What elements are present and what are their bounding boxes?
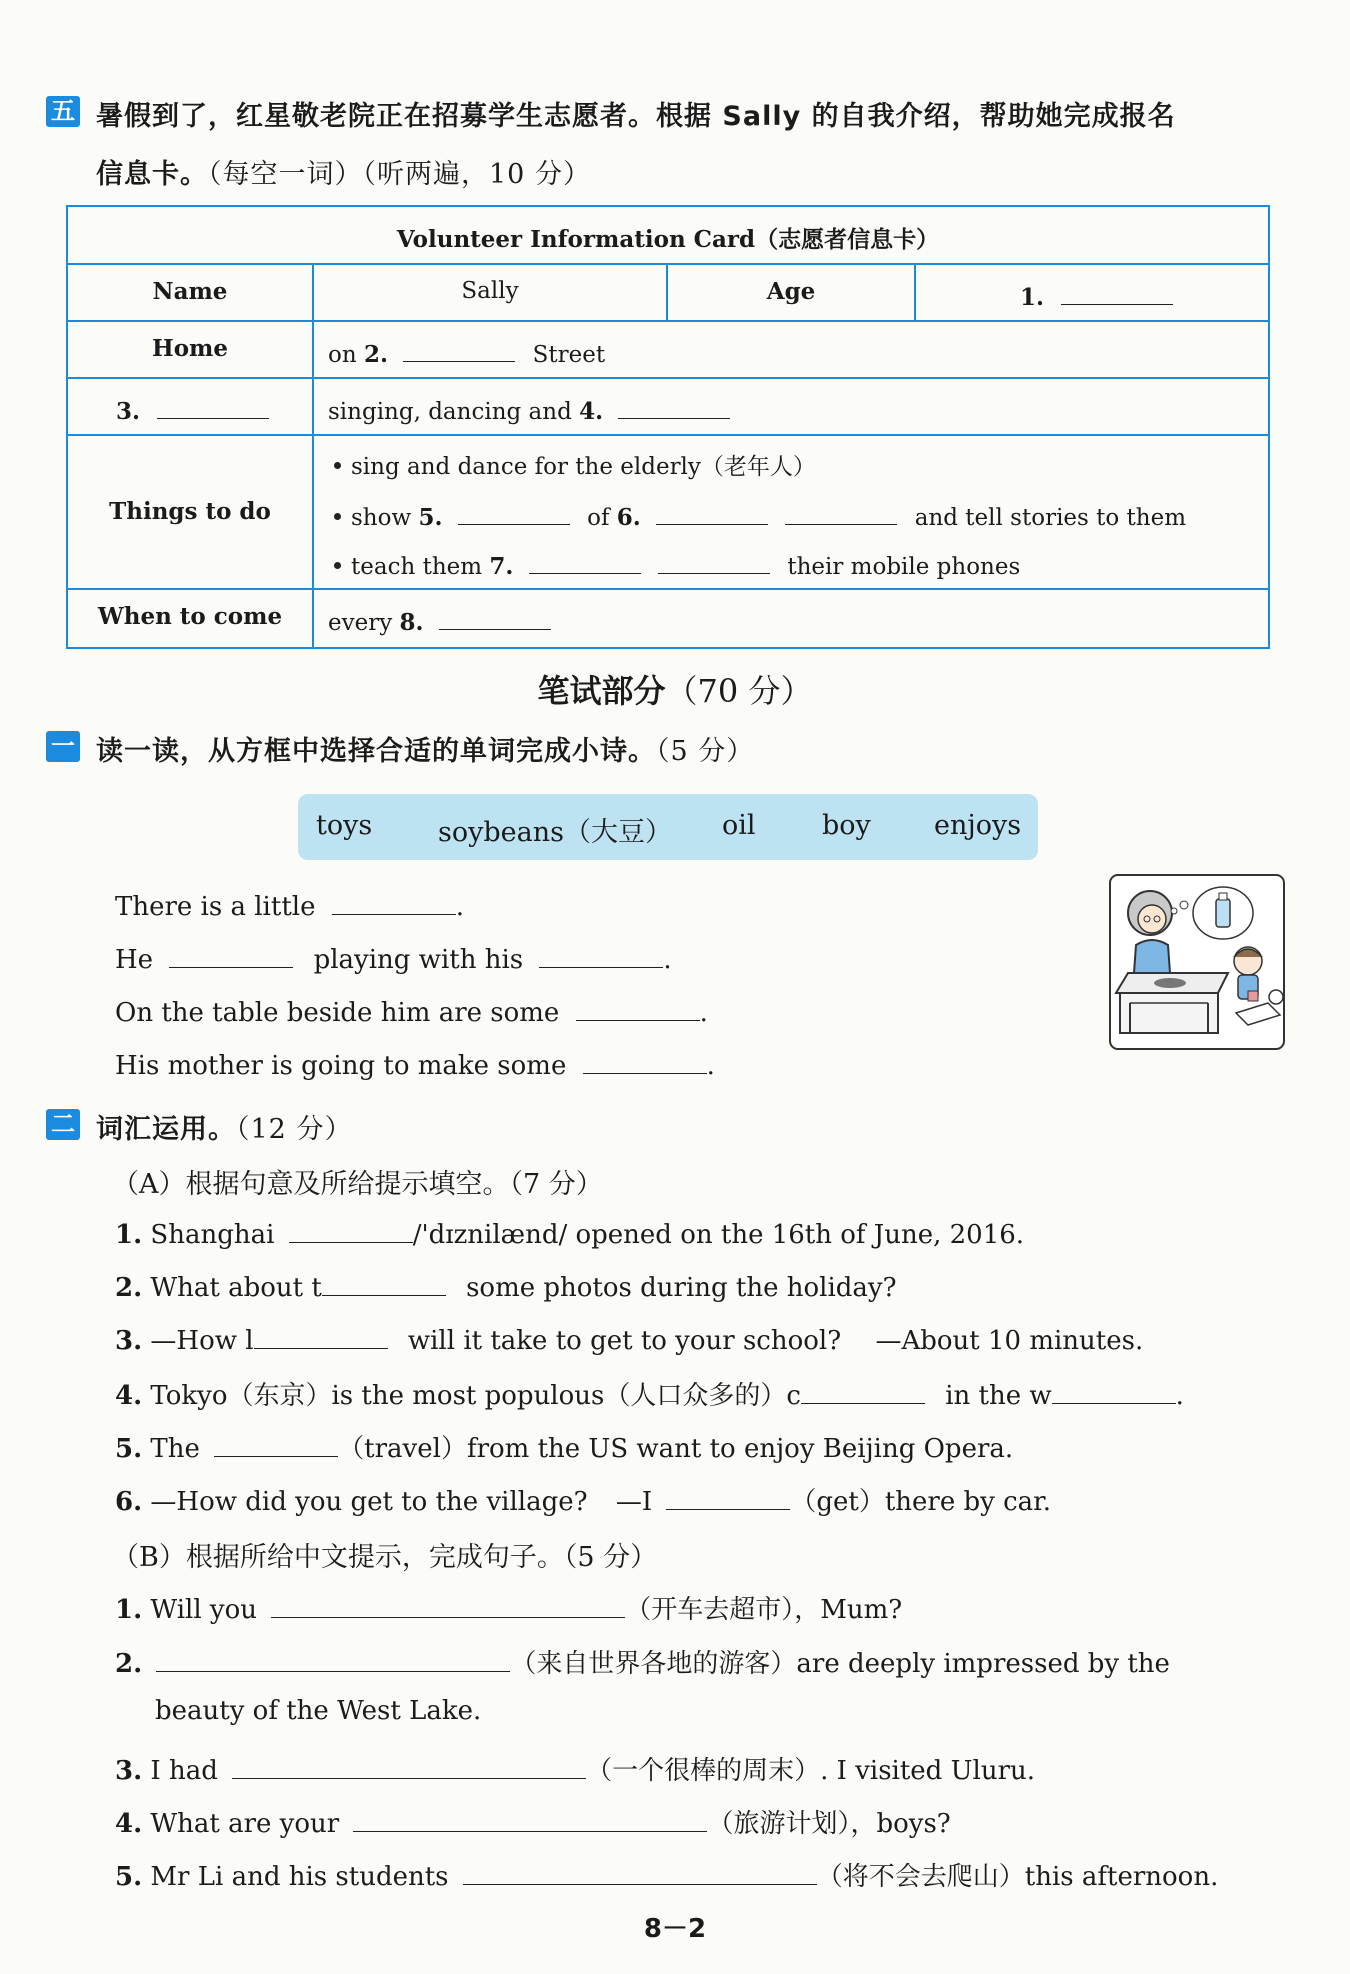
section-1-points: （5 分） (656, 736, 755, 767)
question-number: 3. (115, 1326, 143, 1356)
name-value: Sally (461, 278, 519, 304)
question-number: 1. (115, 1595, 143, 1625)
question-number: 2. (115, 1273, 143, 1303)
question-text: （get）there by car. (790, 1487, 1051, 1517)
section-2-heading-text: 词汇运用。 (96, 1114, 236, 1145)
age-field (1020, 278, 1173, 311)
blank-1[interactable] (1061, 278, 1173, 305)
thing-2-mid: of (587, 505, 610, 531)
poem-line-3 (115, 994, 708, 1028)
section-5-heading-text: 信息卡。 (96, 159, 208, 190)
answer-blank[interactable] (463, 1858, 817, 1885)
written-points: （70 分） (665, 672, 813, 710)
question-a5 (115, 1428, 1013, 1465)
section-5-heading-line1: 暑假到了，红星敬老院正在招募学生志愿者。根据 Sally 的自我介绍，帮助她完成报名 (96, 101, 1176, 132)
thing-1-text: sing and dance for the elderly（老年人） (351, 454, 816, 480)
blank-6b[interactable] (785, 498, 897, 525)
blank-7a[interactable] (529, 547, 641, 574)
row-3-field (328, 392, 730, 425)
blank-2[interactable] (403, 335, 515, 362)
question-text: —How did you get to the village? (150, 1487, 588, 1517)
poem-line-4 (115, 1047, 715, 1081)
thing-1 (334, 448, 816, 481)
word-option: soybeans（大豆） (438, 817, 672, 848)
question-number: 4. (115, 1809, 143, 1839)
poem-text: There is a little (115, 892, 316, 922)
answer-blank[interactable] (289, 1216, 413, 1243)
row-3-pre: singing, dancing and (328, 399, 572, 425)
question-text: （旅游计划），boys? (707, 1809, 951, 1839)
word-option: oil (722, 810, 756, 841)
poem-text: . (455, 892, 465, 922)
blank-1-number: 1. (1020, 284, 1045, 311)
question-a1 (115, 1216, 1024, 1250)
blank-3[interactable] (157, 392, 269, 419)
section-2-points: （12 分） (236, 1114, 353, 1145)
question-number: 4. (115, 1381, 143, 1411)
question-text: What are your (150, 1809, 340, 1839)
blank-8[interactable] (439, 603, 551, 630)
question-a4 (115, 1375, 1184, 1412)
answer-blank[interactable] (322, 1269, 446, 1296)
question-text: in the w (945, 1381, 1052, 1411)
part-a-title: （A）根据句意及所给提示填空。（7 分） (112, 1169, 603, 1200)
bullet-icon (334, 513, 341, 520)
page-number: 8－2 (643, 1914, 707, 1944)
question-number: 5. (115, 1862, 143, 1892)
section-1-heading-text: 读一读，从方框中选择合适的单词完成小诗。 (96, 736, 656, 767)
question-text: will it take to get to your school? (407, 1326, 842, 1356)
word-option: toys (316, 810, 373, 841)
question-text: Mr Li and his students (150, 1862, 449, 1892)
thing-3 (334, 547, 1020, 580)
poem-text: He (115, 945, 154, 975)
question-text: /'dɪznilænd/ opened on the 16th of June, 2016. (412, 1220, 1025, 1250)
poem-blank-1[interactable] (332, 888, 456, 915)
poem-text: . (699, 998, 708, 1028)
question-text: —I (615, 1487, 653, 1517)
question-text: —How l (150, 1326, 254, 1356)
poem-blank-4[interactable] (576, 994, 700, 1021)
answer-blank[interactable] (232, 1752, 586, 1779)
volunteer-info-card (66, 205, 1270, 649)
blank-5[interactable] (458, 498, 570, 525)
poem-line-1 (115, 888, 464, 922)
question-number: 2. (115, 1649, 143, 1679)
blank-4-number: 4. (579, 398, 604, 425)
home-pre: on (328, 342, 357, 368)
question-text: （travel）from the US want to enjoy Beijing Opera. (338, 1434, 1014, 1464)
question-text: The (150, 1434, 200, 1464)
thing-3-post: their mobile phones (787, 554, 1021, 580)
part-b-title: （B）根据所给中文提示，完成句子。（5 分） (112, 1542, 658, 1573)
question-b2-continuation: beauty of the West Lake. (155, 1696, 482, 1726)
thing-2 (334, 498, 1186, 531)
when-label: When to come (97, 603, 283, 630)
poem-text: . (706, 1051, 715, 1081)
question-text: What about t (150, 1273, 322, 1303)
question-text: （来自世界各地的游客）are deeply impressed by the (510, 1649, 1170, 1679)
answer-blank[interactable] (666, 1483, 790, 1510)
poem-text: On the table beside him are some (115, 998, 560, 1028)
question-text: （开车去超市），Mum? (625, 1595, 903, 1625)
bullet-icon (334, 562, 341, 569)
question-text: Shanghai (150, 1220, 275, 1250)
question-number: 6. (115, 1487, 143, 1517)
question-b3 (115, 1750, 1035, 1787)
question-text: . (1175, 1381, 1184, 1411)
section-1-number: 一 (46, 731, 80, 762)
question-text: I had (150, 1756, 218, 1786)
answer-blank[interactable] (214, 1430, 338, 1457)
answer-blank[interactable] (1052, 1377, 1176, 1404)
name-label: Name (152, 278, 228, 305)
home-label: Home (151, 335, 229, 362)
question-a6 (115, 1481, 1051, 1518)
question-b2 (115, 1643, 1170, 1680)
question-text: Tokyo（东京）is the most populous（人口众多的）c (150, 1381, 801, 1411)
word-option: boy (822, 810, 871, 841)
blank-4[interactable] (618, 392, 730, 419)
question-number: 3. (115, 1756, 143, 1786)
row-3-label (116, 392, 269, 425)
question-b1 (115, 1589, 902, 1626)
section-2-heading (96, 1107, 352, 1146)
blank-3-number: 3. (116, 398, 141, 425)
answer-blank[interactable] (271, 1591, 625, 1618)
question-text: some photos during the holiday? (466, 1273, 897, 1303)
poem-blank-5[interactable] (583, 1047, 707, 1074)
blank-6a[interactable] (656, 498, 768, 525)
question-text: （将不会去爬山）this afternoon. (816, 1862, 1219, 1892)
question-text: —About 10 minutes. (875, 1326, 1144, 1356)
bullet-icon (334, 462, 341, 469)
poem-blank-2[interactable] (169, 941, 293, 968)
things-label: Things to do (109, 498, 271, 525)
blank-6-number: 6. (616, 504, 641, 531)
section-5-number: 五 (46, 96, 80, 127)
word-box (298, 794, 1038, 860)
when-pre: every (328, 610, 393, 636)
poem-blank-3[interactable] (539, 941, 663, 968)
question-text: （一个很棒的周末）. I visited Uluru. (586, 1756, 1036, 1786)
answer-blank[interactable] (156, 1645, 510, 1672)
poem-text: playing with his (313, 945, 524, 975)
blank-8-number: 8. (399, 609, 424, 636)
written-title-text: 笔试部分 (537, 672, 666, 710)
question-a3 (115, 1322, 1143, 1356)
question-number: 1. (115, 1220, 143, 1250)
thing-3-pre: teach them (351, 554, 483, 580)
question-b5 (115, 1856, 1218, 1893)
question-number: 5. (115, 1434, 143, 1464)
age-label: Age (766, 278, 816, 305)
answer-blank[interactable] (353, 1805, 707, 1832)
when-field (328, 603, 551, 636)
answer-blank[interactable] (254, 1322, 388, 1349)
poem-line-2 (115, 941, 672, 975)
home-field (328, 335, 605, 368)
blank-5-number: 5. (418, 504, 443, 531)
poem-text: His mother is going to make some (115, 1051, 567, 1081)
question-text: Will you (150, 1595, 257, 1625)
mother-and-boy-illustration (1108, 873, 1286, 1051)
blank-2-number: 2. (363, 341, 388, 368)
written-part-title (0, 666, 1350, 712)
section-2-number: 二 (46, 1109, 80, 1140)
question-b4 (115, 1803, 951, 1840)
thing-2-pre: show (351, 505, 412, 531)
question-a2 (115, 1269, 897, 1303)
section-5-points: （每空一词）（听两遍，10 分） (208, 159, 591, 190)
section-1-heading (96, 729, 754, 768)
blank-7-number: 7. (489, 553, 514, 580)
word-option: enjoys (934, 810, 1022, 841)
section-5-heading-line2 (96, 152, 591, 191)
blank-7b[interactable] (658, 547, 770, 574)
poem-text: . (663, 945, 672, 975)
card-title: Volunteer Information Card（志愿者信息卡） (396, 226, 940, 253)
home-post: Street (532, 342, 606, 368)
answer-blank[interactable] (801, 1377, 925, 1404)
thing-2-post: and tell stories to them (914, 505, 1187, 531)
